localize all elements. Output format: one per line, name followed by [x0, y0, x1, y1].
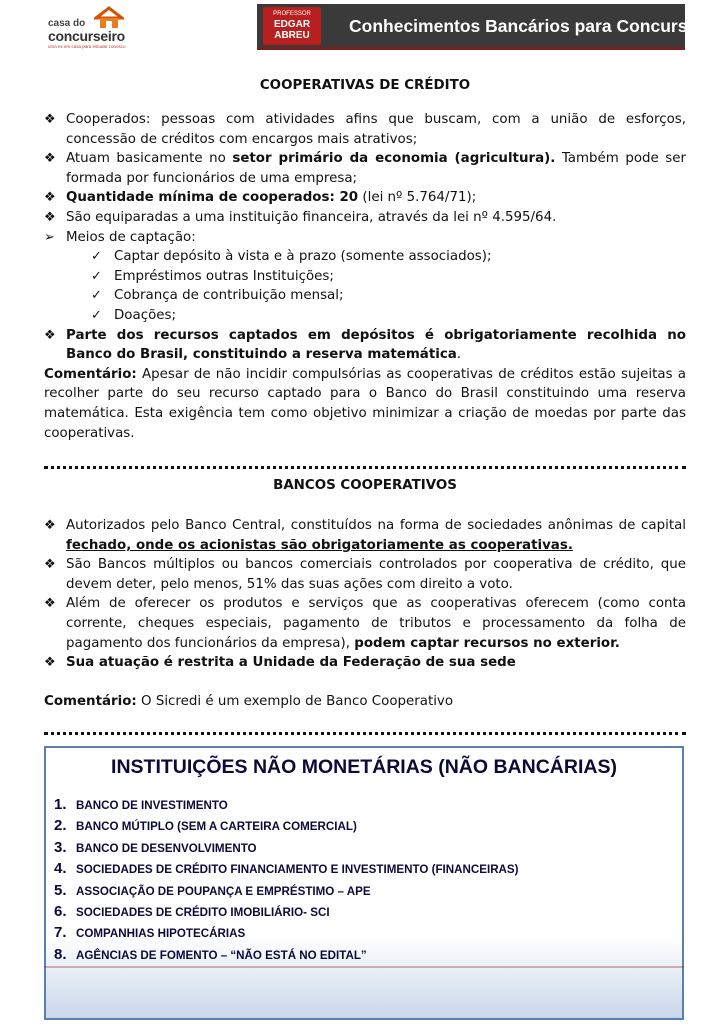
- diamond-bullet-icon: ❖: [44, 112, 56, 127]
- banner-title: Conhecimentos Bancários para Concurso: [349, 16, 699, 36]
- comment-paragraph: Comentário: O Sicredi é um exemplo de Banco Cooperativo: [44, 694, 454, 710]
- sub-list-item: ✓ Cobrança de contribuição mensal;: [44, 286, 686, 306]
- house-icon: [94, 6, 124, 30]
- comment-paragraph: Comentário: Apesar de não incidir compulsórias as cooperativas de créditos estão sujeitas a recolher parte do seu recurso captado para o Banco do Brasil constituindo uma reserva matemática. Esta exigência tem como objetivo minimizar a criação de moedas por parte das cooperativas.: [44, 366, 686, 441]
- check-icon: ✓: [91, 249, 102, 265]
- list-item: 2. BANCO MÚTIPLO (SEM A CARTEIRA COMERCIAL): [54, 817, 357, 835]
- diamond-bullet-icon: ❖: [44, 151, 56, 167]
- footer-rule: [44, 966, 684, 968]
- sub-list-item: ✓ Doações;: [44, 306, 686, 326]
- institutions-list: [54, 796, 674, 967]
- list-item: 8. AGÊNCIAS DE FOMENTO – “NÃO ESTÁ NO EDITAL”: [54, 945, 367, 963]
- list-item: ❖ Parte dos recursos captados em depósitos é obrigatoriamente recolhida no Banco do Brasil, constituindo a reserva matemática.: [44, 327, 686, 363]
- list-item: ❖ Além de oferecer os produtos e serviços que as cooperativas oferecem (como conta corrente, cheques especiais, pagamento de tributos e processamento da folha de pagamento dos funcionários da empresa), podem captar recursos no exterior.: [44, 596, 686, 651]
- arrow-bullet-icon: ➢: [44, 229, 55, 245]
- list-item: ❖ São Bancos múltiplos ou bancos comerciais controlados por cooperativa de crédito, que devem deter, pelo menos, 51% das suas ações com direito a voto.: [44, 557, 686, 592]
- check-icon: ✓: [91, 288, 102, 304]
- section-title-cooperativas: COOPERATIVAS DE CRÉDITO: [259, 78, 471, 93]
- list-item: 5. ASSOCIAÇÃO DE POUPANÇA E EMPRÉSTIMO – APE: [54, 881, 371, 899]
- professor-badge: [263, 7, 321, 45]
- list-item: 4. SOCIEDADES DE CRÉDITO FINANCIAMENTO E INVESTIMENTO (FINANCEIRAS): [54, 860, 519, 878]
- logo-text-main: concurseiro: [48, 28, 125, 44]
- diamond-bullet-icon: ❖: [44, 596, 56, 612]
- list-item: ❖ Autorizados pelo Banco Central, constituídos na forma de sociedades anônimas de capital fechado, onde os acionistas são obrigatoriamente as cooperativas.: [44, 518, 686, 553]
- list-item: ❖ Sua atuação é restrita a Unidade da Federação de sua sede: [44, 653, 686, 673]
- list-item: ❖ Atuam basicamente no setor primário da economia (agricultura). Também pode ser formada por funcionários de uma empresa;: [44, 151, 687, 186]
- box-title: INSTITUIÇÕES NÃO MONETÁRIAS (NÃO BANCÁRIAS): [111, 756, 617, 778]
- course-banner: [257, 4, 699, 50]
- check-icon: ✓: [91, 307, 102, 323]
- dotted-divider: [44, 466, 686, 469]
- sub-list-item: ✓ Captar depósito à vista e à prazo (somente associados);: [44, 247, 686, 267]
- list-item: 1. BANCO DE INVESTIMENTO: [54, 796, 228, 813]
- list-item: 3. BANCO DE DESENVOLVIMENTO: [54, 838, 257, 856]
- list-item: 7. COMPANHIAS HIPOTECÁRIAS: [54, 924, 246, 942]
- list-item: ➢ Meios de captação:: [44, 228, 686, 248]
- diamond-bullet-icon: ❖: [44, 190, 56, 206]
- list-item: ❖ Cooperados: pessoas com atividades afins que buscam, com a união de esforços, concessão de créditos com encargos mais atrativos;: [44, 112, 686, 147]
- check-icon: ✓: [91, 268, 102, 284]
- list-item: ❖ Quantidade mínima de cooperados: 20 (lei nº 5.764/71);: [44, 188, 686, 208]
- logo-tagline: uma ex em casa para estudar conosco: [48, 44, 126, 49]
- badge-name-first: EDGAR: [273, 19, 311, 30]
- badge-name-last: ABREU: [274, 30, 310, 41]
- section-title-bancos-cooperativos: BANCOS COOPERATIVOS: [273, 478, 457, 493]
- diamond-bullet-icon: ❖: [44, 327, 56, 343]
- list-item: ❖ São equiparadas a uma instituição financeira, através da lei nº 4.595/64.: [44, 208, 686, 228]
- cooperativas-list: [44, 110, 686, 443]
- dotted-divider: [44, 732, 686, 735]
- logo-text-top: casa do: [48, 18, 86, 29]
- page-header: [0, 0, 728, 56]
- diamond-bullet-icon: ❖: [44, 209, 56, 225]
- bancos-list: [44, 516, 686, 712]
- badge-professor-label: PROFESSOR: [273, 11, 311, 17]
- diamond-bullet-icon: ❖: [44, 557, 56, 573]
- casa-do-concurseiro-logo: [44, 6, 154, 52]
- sub-list-item: ✓ Empréstimos outras Instituições;: [44, 267, 686, 287]
- diamond-bullet-icon: ❖: [44, 655, 56, 671]
- non-monetary-institutions-box: [44, 746, 684, 1020]
- list-item: 6. SOCIEDADES DE CRÉDITO IMOBILIÁRIO- SCI: [54, 902, 330, 920]
- diamond-bullet-icon: ❖: [44, 518, 56, 533]
